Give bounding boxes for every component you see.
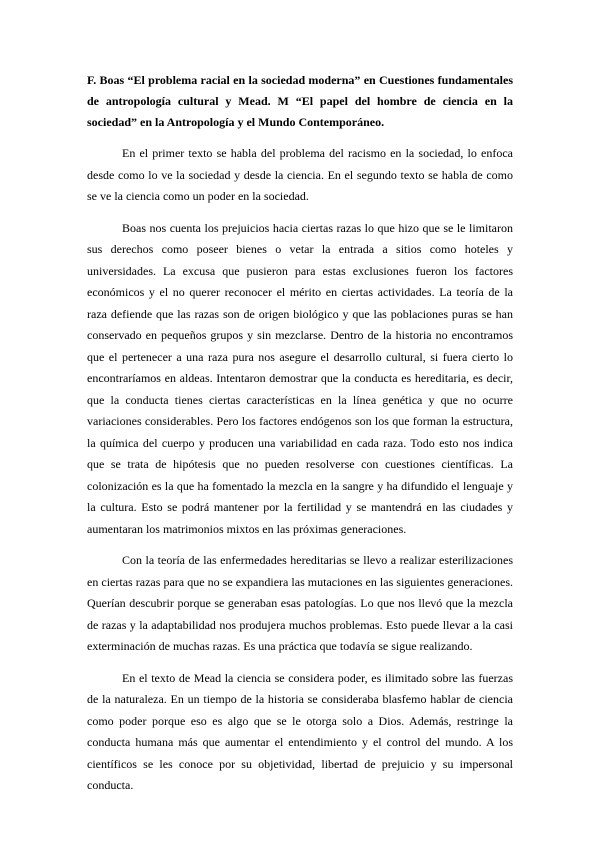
paragraph-boas: Boas nos cuenta los prejuicios hacia ciertas razas lo que hizo que se le limitaron sus derechos como poseer bienes o vetar la entrada a sitios como hoteles y universidades. La excusa que pusieron para estas exclusiones fueron los factores económicos y el no querer reconocer el mérito en ciertas actividades. La teoría de la raza defiende que las razas son de origen biológico y que las poblaciones puras se han conservado en pequeños grupos y sin mezclarse. Dentro de la historia no encontramos que el pertenecer a una raza pura nos asegure el desarrollo cultural, si fuera cierto lo encontraríamos en aldeas. Intentaron demostrar que la conducta es hereditaria, es decir, que la conducta tienes ciertas características en la línea genética y que no ocurre variaciones considerables. Pero los factores endógenos son los que forman la estructura, la química del cuerpo y producen una variabilidad en cada raza. Todo esto nos indica que se trata de hipótesis que no pueden resolverse con cuestiones científicas. La colonización es la que ha fomentado la mezcla en la sangre y ha difundido el lenguaje y la cultura. Esto se podrá mantener por la fertilidad y se mantendrá en las ciudades y aumentaran los matrimonios mixtos en las próximas generaciones.: [87, 220, 513, 536]
document-title: F. Boas “El problema racial en la sociedad moderna” en Cuestiones fundamentales de antropología cultural y Mead. M “El papel del hombre de ciencia en la sociedad” en la Antropología y el Mundo Contemporáneo.: [87, 73, 513, 129]
paragraph-intro: En el primer texto se habla del problema del racismo en la sociedad, lo enfoca desde como lo ve la sociedad y desde la ciencia. En el segundo texto se habla de como se ve la ciencia como un poder en la sociedad.: [87, 146, 513, 203]
paragraph-mead: En el texto de Mead la ciencia se considera poder, es ilimitado sobre las fuerzas de la naturaleza. En un tiempo de la historia se consideraba blasfemo hablar de ciencia como poder porque eso es algo que se le otorga solo a Dios. Además, restringe la conducta humana más que aumentar el entendimiento y el control del mundo. A los científicos se les conoce por su objetividad, libertad de prejuicio y su impersonal conducta.: [87, 670, 513, 792]
paragraph-hereditary: Con la teoría de las enfermedades hereditarias se llevo a realizar esterilizaciones en ciertas razas para que no se expandiera las mutaciones en las siguientes generaciones. Querían descubrir porque se generaban esas patologías. Lo que nos llevó que la mezcla de razas y la adaptabilidad nos produjera muchos problemas. Esto puede llevar a la casi exterminación de muchas razas. Es una práctica que todavía se sigue realizando.: [87, 553, 513, 653]
